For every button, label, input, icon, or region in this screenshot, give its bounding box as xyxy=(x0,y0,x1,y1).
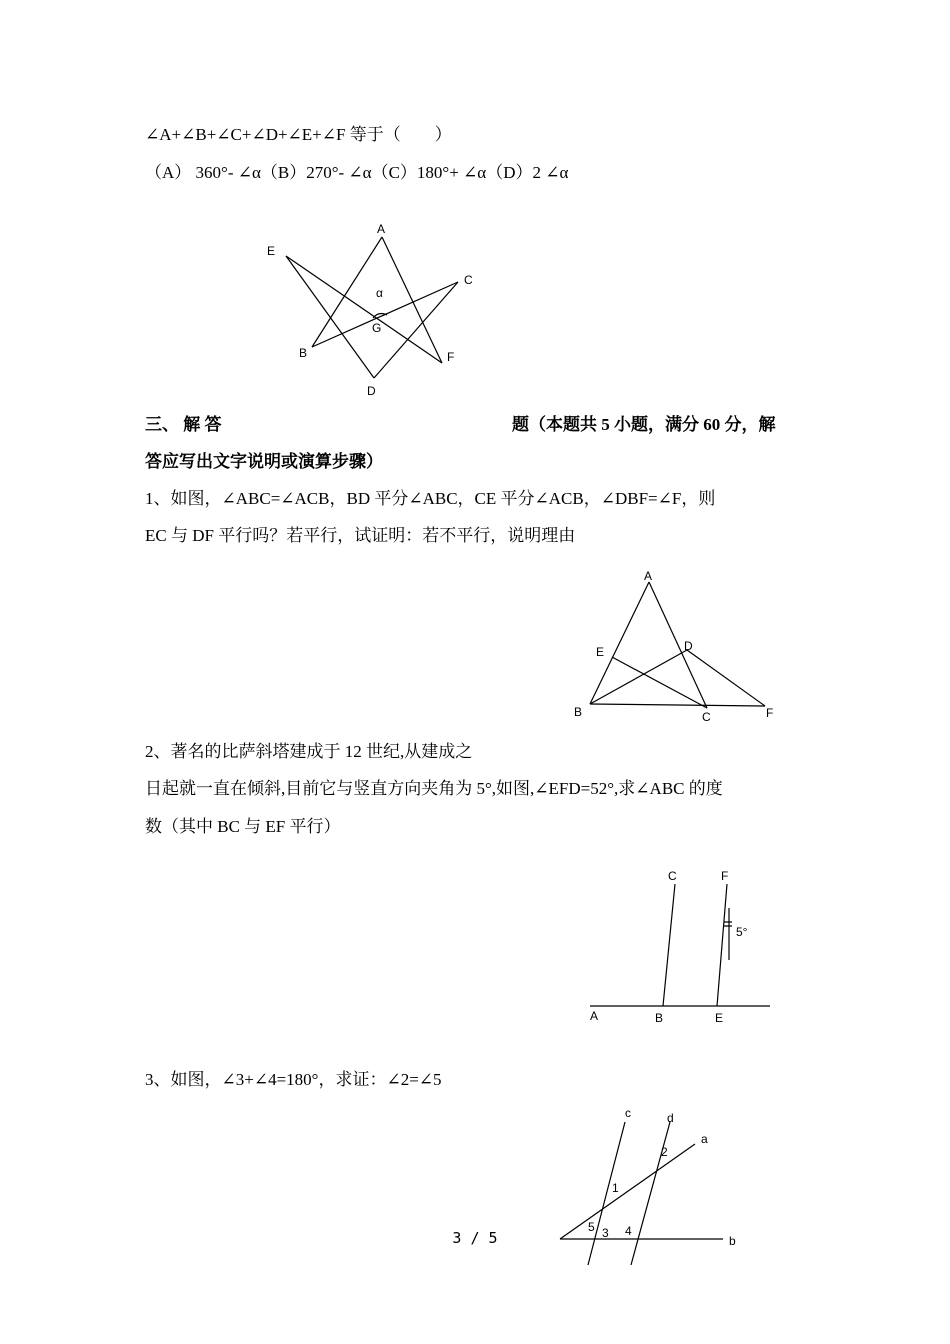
label-D: D xyxy=(684,639,693,653)
segment-AF xyxy=(382,237,442,363)
label-d: d xyxy=(667,1111,674,1125)
figure-leaning-tower xyxy=(580,860,780,1030)
label-A: A xyxy=(377,222,386,236)
label-B: B xyxy=(299,346,308,360)
label-E: E xyxy=(715,1011,724,1025)
label-F: F xyxy=(447,350,455,364)
label-G: G xyxy=(372,321,382,335)
segment-BC xyxy=(663,884,675,1006)
label-F: F xyxy=(721,869,729,883)
label-E: E xyxy=(267,244,276,258)
segment-AB xyxy=(590,582,649,704)
problem1-line1: 1、如图，∠ABC=∠ACB，BD 平分∠ABC，CE 平分∠ACB，∠DBF=∠F，则 xyxy=(145,489,716,508)
segment-EF xyxy=(286,256,442,363)
label-3: 3 xyxy=(602,1226,609,1240)
problem1-line2: EC 与 DF 平行吗？若平行，试证明：若不平行，说明理由 xyxy=(145,526,576,545)
segment-BD xyxy=(590,650,687,704)
label-C: C xyxy=(702,710,711,724)
label-2: 2 xyxy=(661,1145,668,1159)
label-B: B xyxy=(574,705,583,719)
label-c: c xyxy=(625,1106,631,1120)
label-B: B xyxy=(655,1011,664,1025)
label-C: C xyxy=(464,273,473,287)
segment-BF xyxy=(590,704,765,706)
segment-AC xyxy=(649,582,707,708)
question-options: （A） 360°- ∠α（B）270°- ∠α（C）180°+ ∠α（D）2 ∠α xyxy=(145,163,569,182)
problem2-line1: 2、著名的比萨斜塔建成于 12 世纪,从建成之 xyxy=(145,742,473,761)
label-A: A xyxy=(590,1009,599,1023)
problem2-line3: 数（其中 BC 与 EF 平行） xyxy=(145,817,341,836)
figure-triangle xyxy=(565,565,785,730)
page-number: 3 / 5 xyxy=(452,1229,498,1247)
label-4: 4 xyxy=(625,1224,632,1238)
label-5: 5 xyxy=(588,1220,595,1234)
segment-CD xyxy=(374,282,458,378)
label-F: F xyxy=(766,706,774,720)
angle-5-marker xyxy=(724,922,732,926)
label-1: 1 xyxy=(612,1181,619,1195)
figure-star xyxy=(255,215,485,405)
problem2-line2: 日起就一直在倾斜,目前它与竖直方向夹角为 5°,如图,∠EFD=52°,求∠ABC 的度 xyxy=(145,779,723,798)
question-stem: ∠A+∠B+∠C+∠D+∠E+∠F 等于（ ） xyxy=(145,125,452,144)
label-D: D xyxy=(367,384,376,398)
section-heading-line2: 答应写出文字说明或演算步骤） xyxy=(145,452,383,471)
label-angle: 5° xyxy=(736,925,748,939)
section-heading-right: 题（本题共 5 小题，满分 60 分，解 xyxy=(512,415,776,434)
section-heading-left: 三、 解 答 xyxy=(145,415,222,434)
label-alpha: α xyxy=(376,286,383,300)
segment-DF xyxy=(687,650,765,706)
segment-EF xyxy=(717,884,727,1006)
label-E: E xyxy=(596,645,605,659)
label-b: b xyxy=(729,1234,736,1248)
label-C: C xyxy=(668,869,677,883)
label-A: A xyxy=(644,569,653,583)
label-a: a xyxy=(701,1132,708,1146)
problem3-line1: 3、如图，∠3+∠4=180°，求证：∠2=∠5 xyxy=(145,1070,442,1089)
